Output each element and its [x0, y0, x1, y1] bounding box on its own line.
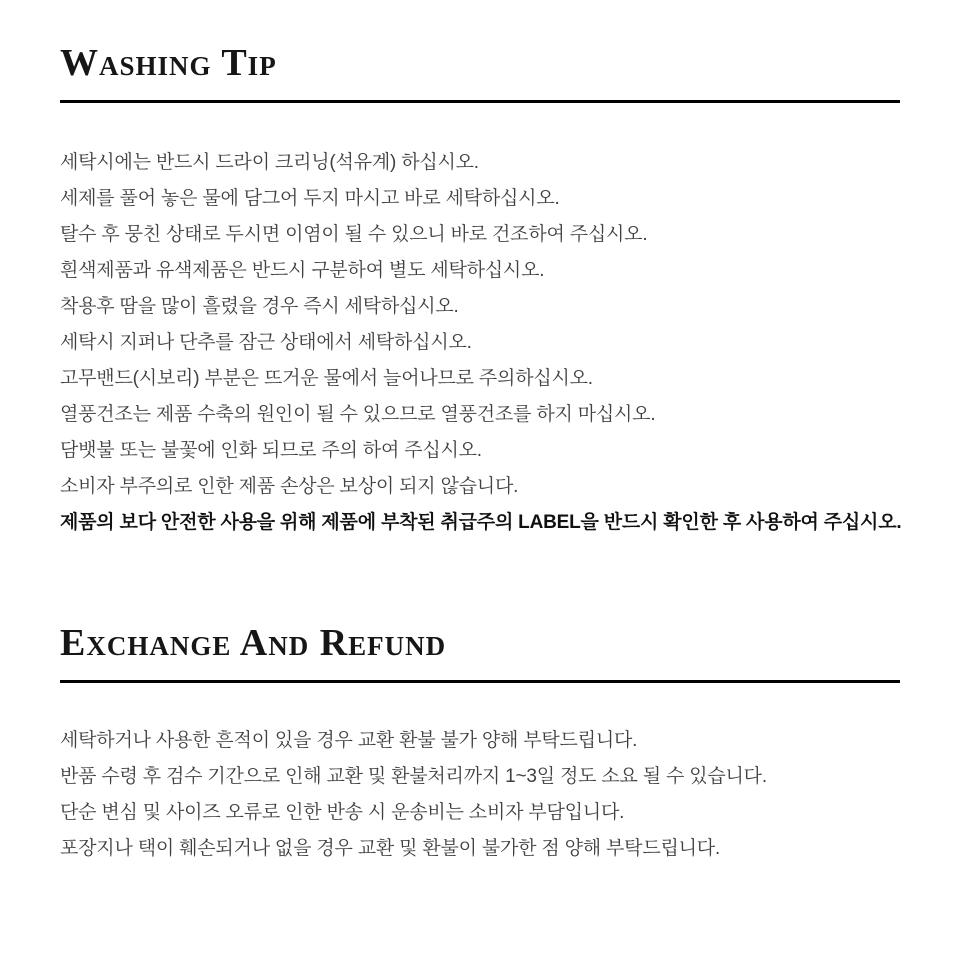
exchange-refund-title: Exchange And Refund: [60, 622, 447, 664]
exchange-refund-line: 포장지나 택이 훼손되거나 없을 경우 교환 및 환불이 불가한 점 양해 부탁드립니다.: [60, 838, 721, 859]
washing-tip-title: Washing Tip: [60, 42, 277, 84]
exchange-refund-section: [60, 620, 900, 867]
washing-tip-line: 소비자 부주의로 인한 제품 손상은 보상이 되지 않습니다.: [60, 476, 519, 497]
washing-tip-divider: [60, 100, 900, 103]
washing-tip-lines: [60, 145, 900, 541]
washing-tip-warning-line: 제품의 보다 안전한 사용을 위해 제품에 부착된 취급주의 LABEL을 반드시 확인한 후 사용하여 주십시오.: [60, 512, 902, 533]
washing-tip-line: 착용후 땀을 많이 흘렸을 경우 즉시 세탁하십시오.: [60, 296, 459, 317]
washing-tip-line: 담뱃불 또는 불꽃에 인화 되므로 주의 하여 주십시오.: [60, 440, 482, 461]
exchange-refund-line: 반품 수령 후 검수 기간으로 인해 교환 및 환불처리까지 1~3일 정도 소요 될 수 있습니다.: [60, 766, 767, 787]
washing-tip-line: 고무밴드(시보리) 부분은 뜨거운 물에서 늘어나므로 주의하십시오.: [60, 368, 593, 389]
washing-tip-line: 세탁시 지퍼나 단추를 잠근 상태에서 세탁하십시오.: [60, 332, 472, 353]
washing-tip-line: 세제를 풀어 놓은 물에 담그어 두지 마시고 바로 세탁하십시오.: [60, 188, 560, 209]
washing-tip-line: 탈수 후 뭉친 상태로 두시면 이염이 될 수 있으니 바로 건조하여 주십시오.: [60, 224, 648, 245]
washing-tip-line: 열풍건조는 제품 수축의 원인이 될 수 있으므로 열풍건조를 하지 마십시오.: [60, 404, 656, 425]
washing-tip-line: 흰색제품과 유색제품은 반드시 구분하여 별도 세탁하십시오.: [60, 260, 545, 281]
exchange-refund-line: 단순 변심 및 사이즈 오류로 인한 반송 시 운송비는 소비자 부담입니다.: [60, 802, 625, 823]
washing-tip-section: [60, 40, 900, 541]
washing-tip-line: 세탁시에는 반드시 드라이 크리닝(석유계) 하십시오.: [60, 152, 479, 173]
exchange-refund-line: 세탁하거나 사용한 흔적이 있을 경우 교환 환불 불가 양해 부탁드립니다.: [60, 730, 638, 751]
exchange-refund-divider: [60, 680, 900, 683]
exchange-refund-lines: [60, 723, 900, 867]
